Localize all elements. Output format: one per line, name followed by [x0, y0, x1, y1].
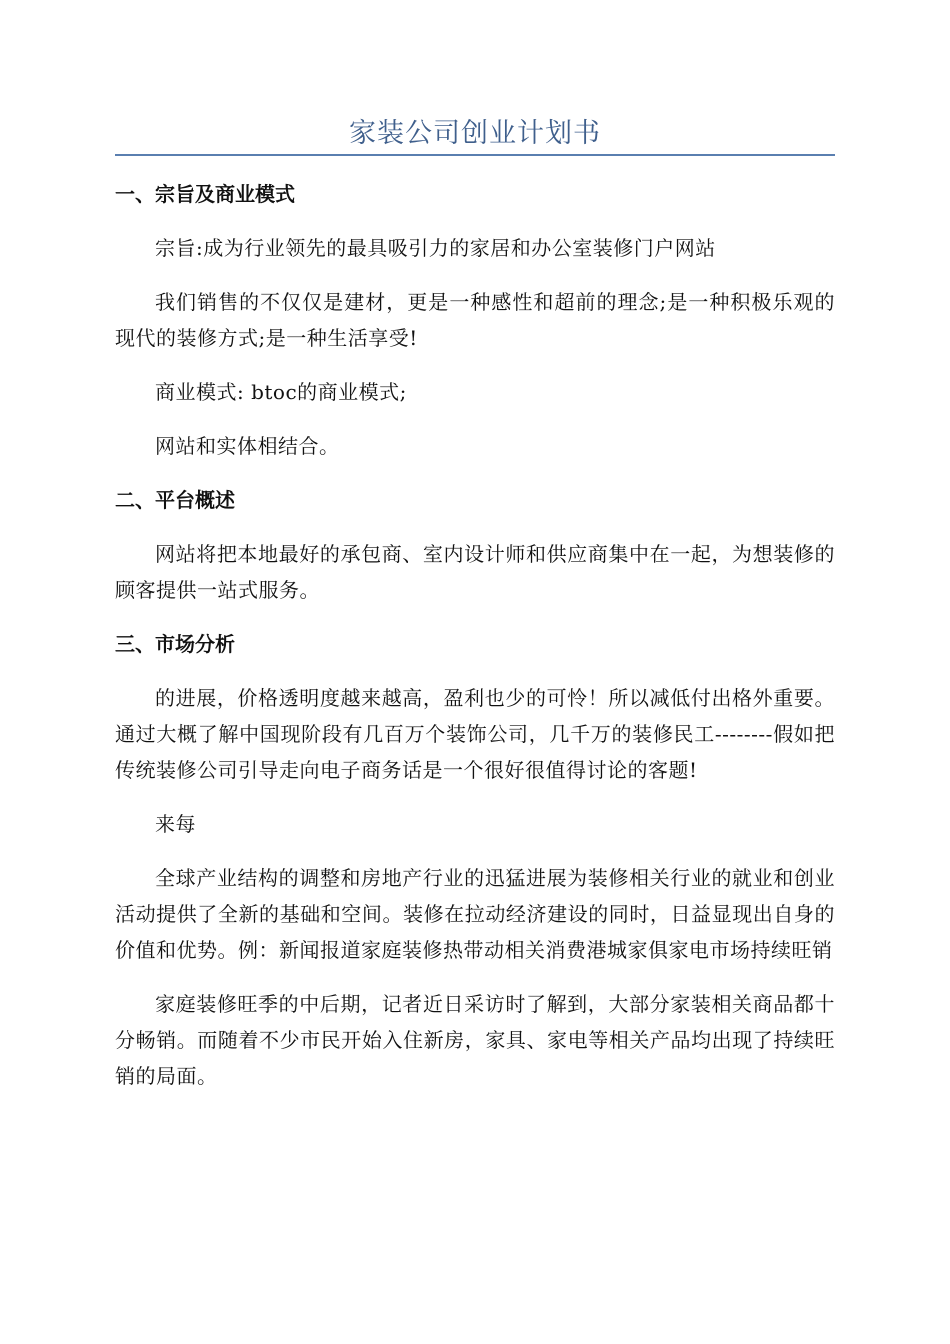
paragraph: 宗旨:成为行业领先的最具吸引力的家居和办公室装修门户网站: [155, 236, 716, 260]
title-underline: [115, 154, 835, 156]
section-heading-market: 三、市场分析: [115, 632, 235, 656]
section-heading-platform: 二、平台概述: [115, 488, 235, 512]
section-heading-purpose: 一、宗旨及商业模式: [115, 182, 295, 206]
paragraph: 网站和实体相结合。: [155, 434, 340, 458]
paragraph: 的进展，价格透明度越来越高，盈利也少的可怜！所以减低付出格外重要。通过大概了解中国现阶段有几百万个装饰公司，几千万的装修民工--------假如把传统装修公司引导走向电子商务话是一个很好很值得讨论的客题!: [115, 686, 835, 782]
paragraph: 我们销售的不仅仅是建材，更是一种感性和超前的理念;是一种积极乐观的现代的装修方式;是一种生活享受!: [115, 290, 835, 350]
document-body: [115, 176, 835, 1112]
paragraph: 全球产业结构的调整和房地产行业的迅猛进展为装修相关行业的就业和创业活动提供了全新的基础和空间。装修在拉动经济建设的同时，日益显现出自身的价值和优势。例：新闻报道家庭装修热带动相关消费港城家俱家电市场持续旺销: [115, 866, 835, 962]
document-title: 家装公司创业计划书: [349, 118, 601, 149]
paragraph: 家庭装修旺季的中后期，记者近日采访时了解到，大部分家装相关商品都十分畅销。而随着不少市民开始入住新房，家具、家电等相关产品均出现了持续旺销的局面。: [115, 992, 835, 1088]
paragraph: 网站将把本地最好的承包商、室内设计师和供应商集中在一起，为想装修的顾客提供一站式服务。: [115, 542, 835, 602]
paragraph: 商业模式: btoc的商业模式;: [155, 380, 407, 404]
paragraph: 来每: [155, 812, 196, 836]
